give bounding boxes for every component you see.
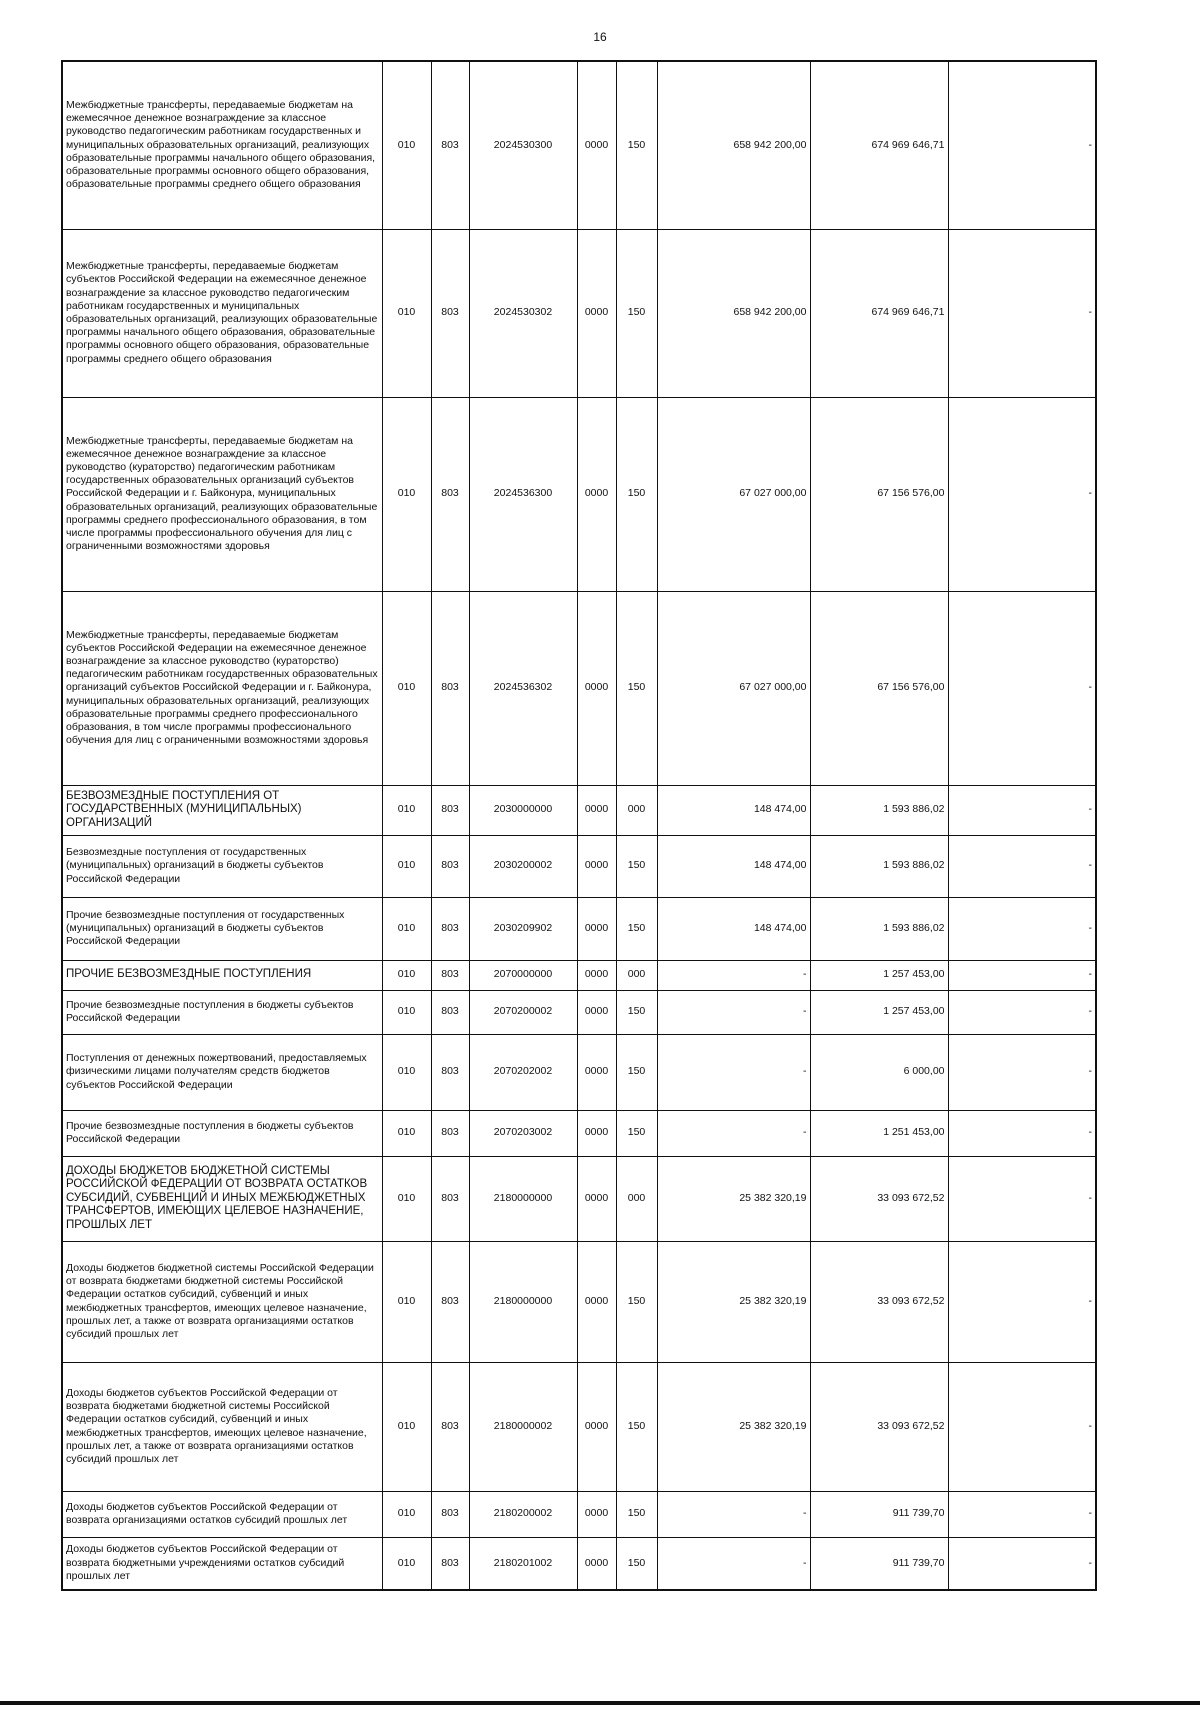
code-cell: 0000 (577, 1110, 616, 1156)
row-description: ПРОЧИЕ БЕЗВОЗМЕЗДНЫЕ ПОСТУПЛЕНИЯ (62, 960, 382, 990)
code-cell: 150 (616, 1110, 657, 1156)
page-number: 16 (593, 30, 607, 44)
code-cell: 803 (431, 1362, 469, 1491)
table-row (62, 785, 1096, 835)
table-row (62, 1034, 1096, 1110)
code-cell: 010 (382, 835, 431, 897)
row-description: Доходы бюджетов субъектов Российской Федерации от возврата бюджетами бюджетной системы Российской Федерации остатков субсидий, субвенций и иных межбюджетных трансфертов, имеющих целевое назначение, прошлых лет, а также от возврата организациями остатков субсидий прошлых лет (62, 1362, 382, 1491)
code-cell: 000 (616, 1156, 657, 1241)
row-description: БЕЗВОЗМЕЗДНЫЕ ПОСТУПЛЕНИЯ ОТ ГОСУДАРСТВЕННЫХ (МУНИЦИПАЛЬНЫХ) ОРГАНИЗАЦИЙ (62, 785, 382, 835)
code-cell: 0000 (577, 897, 616, 960)
amount-cell: - (657, 990, 810, 1034)
code-cell: 150 (616, 591, 657, 785)
code-cell: 150 (616, 1362, 657, 1491)
amount-cell: - (657, 1491, 810, 1537)
code-cell: 803 (431, 1537, 469, 1590)
amount-cell: - (657, 1110, 810, 1156)
table-row (62, 1491, 1096, 1537)
code-cell: 803 (431, 785, 469, 835)
code-cell: 010 (382, 591, 431, 785)
amount-cell: 911 739,70 (810, 1537, 948, 1590)
code-cell: 150 (616, 61, 657, 229)
amount-cell: 148 474,00 (657, 897, 810, 960)
amount-cell: - (657, 960, 810, 990)
table-row (62, 1156, 1096, 1241)
revenue-table (61, 60, 1097, 1591)
row-description: Межбюджетные трансферты, передаваемые бюджетам субъектов Российской Федерации на ежемесячное денежное вознаграждение за классное руководство (кураторство) педагогическим работникам государственных образовательных организаций субъектов Российской Федерации и г. Байконура, муниципальных образовательных организаций, реализующих образовательные программы среднего профессионального образования, в том числе программы профессионального обучения для лиц с ограниченными возможностями здоровья (62, 591, 382, 785)
code-cell: 2070200002 (469, 990, 577, 1034)
code-cell: 803 (431, 591, 469, 785)
code-cell: 2030000000 (469, 785, 577, 835)
amount-cell: - (948, 1034, 1096, 1110)
code-cell: 010 (382, 1241, 431, 1362)
amount-cell: 33 093 672,52 (810, 1156, 948, 1241)
table-row (62, 591, 1096, 785)
table-row (62, 960, 1096, 990)
amount-cell: 67 027 000,00 (657, 397, 810, 591)
code-cell: 2180200002 (469, 1491, 577, 1537)
code-cell: 2180201002 (469, 1537, 577, 1590)
amount-cell: 148 474,00 (657, 835, 810, 897)
amount-cell: - (657, 1034, 810, 1110)
code-cell: 150 (616, 1537, 657, 1590)
amount-cell: 25 382 320,19 (657, 1362, 810, 1491)
amount-cell: 1 593 886,02 (810, 897, 948, 960)
row-description: Безвозмездные поступления от государственных (муниципальных) организаций в бюджеты субъектов Российской Федерации (62, 835, 382, 897)
amount-cell: - (948, 897, 1096, 960)
amount-cell: 1 257 453,00 (810, 960, 948, 990)
amount-cell: 33 093 672,52 (810, 1241, 948, 1362)
code-cell: 2024530302 (469, 229, 577, 397)
code-cell: 803 (431, 897, 469, 960)
code-cell: 150 (616, 1241, 657, 1362)
code-cell: 0000 (577, 1034, 616, 1110)
code-cell: 803 (431, 1110, 469, 1156)
code-cell: 0000 (577, 591, 616, 785)
amount-cell: 1 593 886,02 (810, 785, 948, 835)
code-cell: 2024536302 (469, 591, 577, 785)
code-cell: 150 (616, 1491, 657, 1537)
amount-cell: 1 251 453,00 (810, 1110, 948, 1156)
code-cell: 010 (382, 785, 431, 835)
table-row (62, 1241, 1096, 1362)
amount-cell: 6 000,00 (810, 1034, 948, 1110)
amount-cell: - (948, 229, 1096, 397)
code-cell: 150 (616, 1034, 657, 1110)
row-description: Прочие безвозмездные поступления в бюджеты субъектов Российской Федерации (62, 990, 382, 1034)
code-cell: 2030209902 (469, 897, 577, 960)
code-cell: 150 (616, 397, 657, 591)
amount-cell: - (948, 397, 1096, 591)
code-cell: 010 (382, 1537, 431, 1590)
code-cell: 0000 (577, 229, 616, 397)
code-cell: 000 (616, 960, 657, 990)
code-cell: 000 (616, 785, 657, 835)
amount-cell: 658 942 200,00 (657, 61, 810, 229)
code-cell: 803 (431, 397, 469, 591)
code-cell: 2070202002 (469, 1034, 577, 1110)
code-cell: 2070000000 (469, 960, 577, 990)
code-cell: 150 (616, 897, 657, 960)
code-cell: 0000 (577, 397, 616, 591)
code-cell: 803 (431, 1156, 469, 1241)
amount-cell: - (948, 1537, 1096, 1590)
amount-cell: 33 093 672,52 (810, 1362, 948, 1491)
code-cell: 803 (431, 1241, 469, 1362)
code-cell: 803 (431, 1034, 469, 1110)
table-row (62, 897, 1096, 960)
amount-cell: 25 382 320,19 (657, 1156, 810, 1241)
table-row (62, 990, 1096, 1034)
code-cell: 0000 (577, 785, 616, 835)
row-description: Межбюджетные трансферты, передаваемые бюджетам субъектов Российской Федерации на ежемесячное денежное вознаграждение за классное руководство педагогическим работникам государственных и муниципальных образовательных организаций, реализующих образовательные программы начального общего образования, образовательные программы основного общего образования, образовательные программы среднего общего образования (62, 229, 382, 397)
code-cell: 010 (382, 1362, 431, 1491)
code-cell: 2180000000 (469, 1241, 577, 1362)
table-row (62, 61, 1096, 229)
code-cell: 010 (382, 229, 431, 397)
table-row (62, 229, 1096, 397)
page-bottom-rule (0, 1701, 1200, 1705)
code-cell: 010 (382, 1034, 431, 1110)
amount-cell: - (948, 591, 1096, 785)
amount-cell: - (948, 1156, 1096, 1241)
amount-cell: - (948, 960, 1096, 990)
code-cell: 0000 (577, 1362, 616, 1491)
table-row (62, 1537, 1096, 1590)
code-cell: 010 (382, 1156, 431, 1241)
row-description: Прочие безвозмездные поступления от государственных (муниципальных) организаций в бюджеты субъектов Российской Федерации (62, 897, 382, 960)
row-description: Поступления от денежных пожертвований, предоставляемых физическими лицами получателям средств бюджетов субъектов Российской Федерации (62, 1034, 382, 1110)
code-cell: 2024530300 (469, 61, 577, 229)
table-body (62, 61, 1096, 1590)
code-cell: 803 (431, 1491, 469, 1537)
row-description: ДОХОДЫ БЮДЖЕТОВ БЮДЖЕТНОЙ СИСТЕМЫ РОССИЙСКОЙ ФЕДЕРАЦИИ ОТ ВОЗВРАТА ОСТАТКОВ СУБСИДИЙ, СУБВЕНЦИЙ И ИНЫХ МЕЖБЮДЖЕТНЫХ ТРАНСФЕРТОВ, ИМЕЮЩИХ ЦЕЛЕВОЕ НАЗНАЧЕНИЕ, ПРОШЛЫХ ЛЕТ (62, 1156, 382, 1241)
row-description: Прочие безвозмездные поступления в бюджеты субъектов Российской Федерации (62, 1110, 382, 1156)
table-row (62, 1362, 1096, 1491)
code-cell: 010 (382, 1110, 431, 1156)
amount-cell: 658 942 200,00 (657, 229, 810, 397)
amount-cell: - (948, 835, 1096, 897)
code-cell: 0000 (577, 1241, 616, 1362)
row-description: Доходы бюджетов субъектов Российской Федерации от возврата организациями остатков субсидий прошлых лет (62, 1491, 382, 1537)
code-cell: 010 (382, 990, 431, 1034)
code-cell: 2024536300 (469, 397, 577, 591)
table-row (62, 397, 1096, 591)
code-cell: 803 (431, 835, 469, 897)
row-description: Межбюджетные трансферты, передаваемые бюджетам на ежемесячное денежное вознаграждение за классное руководство (кураторство) педагогическим работникам государственных образовательных организаций субъектов Российской Федерации и г. Байконура, муниципальных образовательных организаций, реализующих образовательные программы среднего профессионального образования, в том числе программы профессионального обучения для лиц с ограниченными возможностями здоровья (62, 397, 382, 591)
code-cell: 150 (616, 990, 657, 1034)
amount-cell: - (948, 61, 1096, 229)
amount-cell: - (948, 1241, 1096, 1362)
code-cell: 2180000000 (469, 1156, 577, 1241)
amount-cell: 67 027 000,00 (657, 591, 810, 785)
amount-cell: - (948, 1362, 1096, 1491)
row-description: Межбюджетные трансферты, передаваемые бюджетам на ежемесячное денежное вознаграждение за классное руководство педагогическим работникам государственных и муниципальных образовательных организаций, реализующих образовательные программы начального общего образования, образовательные программы основного общего образования, образовательные программы среднего общего образования (62, 61, 382, 229)
amount-cell: 67 156 576,00 (810, 397, 948, 591)
code-cell: 803 (431, 960, 469, 990)
code-cell: 2180000002 (469, 1362, 577, 1491)
code-cell: 0000 (577, 990, 616, 1034)
amount-cell: 148 474,00 (657, 785, 810, 835)
amount-cell: 1 593 886,02 (810, 835, 948, 897)
code-cell: 0000 (577, 960, 616, 990)
code-cell: 010 (382, 1491, 431, 1537)
code-cell: 010 (382, 397, 431, 591)
code-cell: 803 (431, 990, 469, 1034)
amount-cell: 67 156 576,00 (810, 591, 948, 785)
code-cell: 150 (616, 229, 657, 397)
row-description: Доходы бюджетов субъектов Российской Федерации от возврата бюджетными учреждениями остатков субсидий прошлых лет (62, 1537, 382, 1590)
amount-cell: 674 969 646,71 (810, 61, 948, 229)
table-row (62, 835, 1096, 897)
amount-cell: - (948, 785, 1096, 835)
amount-cell: 674 969 646,71 (810, 229, 948, 397)
amount-cell: 25 382 320,19 (657, 1241, 810, 1362)
code-cell: 803 (431, 61, 469, 229)
code-cell: 0000 (577, 835, 616, 897)
code-cell: 0000 (577, 1491, 616, 1537)
code-cell: 010 (382, 897, 431, 960)
code-cell: 010 (382, 61, 431, 229)
table-row (62, 1110, 1096, 1156)
amount-cell: 911 739,70 (810, 1491, 948, 1537)
code-cell: 150 (616, 835, 657, 897)
amount-cell: - (948, 990, 1096, 1034)
code-cell: 0000 (577, 1537, 616, 1590)
code-cell: 803 (431, 229, 469, 397)
code-cell: 010 (382, 960, 431, 990)
code-cell: 2030200002 (469, 835, 577, 897)
amount-cell: - (948, 1491, 1096, 1537)
row-description: Доходы бюджетов бюджетной системы Российской Федерации от возврата бюджетами бюджетной системы Российской Федерации остатков субсидий, субвенций и иных межбюджетных трансфертов, имеющих целевое назначение, прошлых лет, а также от возврата организациями остатков субсидий прошлых лет (62, 1241, 382, 1362)
amount-cell: - (948, 1110, 1096, 1156)
amount-cell: - (657, 1537, 810, 1590)
code-cell: 0000 (577, 61, 616, 229)
amount-cell: 1 257 453,00 (810, 990, 948, 1034)
code-cell: 0000 (577, 1156, 616, 1241)
code-cell: 2070203002 (469, 1110, 577, 1156)
